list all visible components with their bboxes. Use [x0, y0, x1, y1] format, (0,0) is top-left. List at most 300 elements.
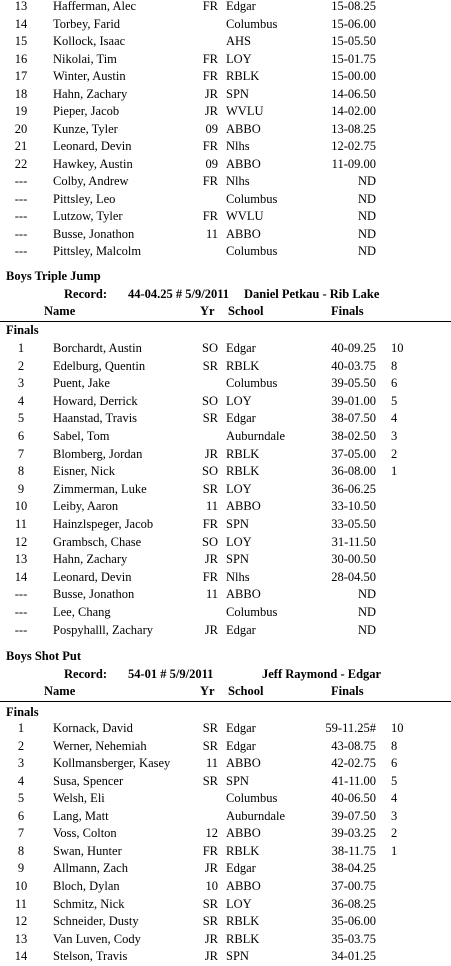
- athlete-school: Columbus: [226, 791, 278, 806]
- athlete-year: JR: [204, 446, 218, 461]
- athlete-year: SO: [202, 464, 218, 479]
- athlete-school: RBLK: [226, 358, 260, 373]
- result-row: [0, 896, 451, 914]
- result-row: [0, 948, 451, 966]
- athlete-school: Edgar: [226, 411, 256, 426]
- result-place: 8: [17, 843, 25, 858]
- athlete-name: Werner, Nehemiah: [53, 738, 147, 753]
- athlete-year: 11: [205, 499, 218, 514]
- result-points: 5: [391, 393, 398, 408]
- athlete-name: Voss, Colton: [53, 826, 117, 841]
- result-mark: 36-08.25: [331, 896, 376, 911]
- athlete-year: FR: [202, 0, 218, 13]
- athlete-name: Hawkey, Austin: [53, 156, 133, 171]
- athlete-name: Haanstad, Travis: [53, 411, 138, 426]
- athlete-name: Welsh, Eli: [53, 791, 105, 806]
- result-place: 12: [14, 534, 28, 549]
- athlete-name: Hafferman, Alec: [53, 0, 137, 13]
- result-place: 4: [17, 393, 25, 408]
- result-mark: ND: [357, 244, 376, 258]
- result-row: [0, 226, 451, 244]
- athlete-school: ABBO: [226, 156, 261, 171]
- athlete-name: Kornack, David: [53, 721, 133, 735]
- result-place: 9: [17, 861, 25, 876]
- result-row: [0, 878, 451, 896]
- athlete-school: ABBO: [226, 878, 261, 893]
- result-place: 13: [14, 931, 28, 946]
- result-points: 10: [391, 721, 404, 735]
- result-mark: 33-10.50: [331, 499, 376, 514]
- result-row: [0, 86, 451, 104]
- athlete-year: SR: [202, 481, 218, 496]
- result-mark: 59-11.25#: [325, 721, 376, 735]
- athlete-name: Lutzow, Tyler: [53, 209, 123, 223]
- athlete-name: Zimmerman, Luke: [53, 481, 147, 496]
- header-school: School: [228, 684, 264, 698]
- column-header-triple-jump: [0, 303, 451, 322]
- result-place: 2: [17, 738, 25, 753]
- result-points: 8: [391, 358, 398, 373]
- athlete-school: ABBO: [226, 587, 261, 602]
- result-place: ---: [14, 226, 28, 241]
- result-place: ---: [14, 191, 28, 206]
- result-mark: 34-01.25: [331, 949, 376, 964]
- athlete-year: SR: [202, 721, 218, 735]
- athlete-year: FR: [202, 139, 218, 153]
- result-row: [0, 33, 451, 51]
- record-line-shot-put: [0, 666, 451, 684]
- result-points: 6: [391, 376, 398, 391]
- athlete-school: Edgar: [226, 861, 256, 876]
- athlete-name: Eisner, Nick: [53, 464, 115, 479]
- athlete-year: SR: [202, 896, 218, 911]
- result-row: [0, 393, 451, 411]
- athlete-school: Columbus: [226, 244, 278, 258]
- result-place: 5: [17, 791, 25, 806]
- result-mark: 15-08.25: [331, 0, 376, 13]
- result-row: [0, 773, 451, 791]
- result-mark: 15-00.00: [331, 69, 376, 83]
- athlete-name: Hainzlspeger, Jacob: [53, 517, 154, 531]
- athlete-name: Stelson, Travis: [53, 949, 128, 964]
- section-label-finals: Finals: [6, 705, 39, 719]
- result-row: [0, 790, 451, 808]
- result-row: [0, 208, 451, 226]
- athlete-year: JR: [204, 552, 218, 567]
- result-place: 1: [17, 721, 25, 735]
- result-mark: 39-03.25: [331, 826, 376, 841]
- athlete-school: RBLK: [226, 446, 260, 461]
- athlete-school: SPN: [226, 86, 249, 101]
- result-mark: 43-08.75: [331, 738, 376, 753]
- athlete-school: WVLU: [226, 209, 264, 223]
- result-points: 4: [391, 791, 398, 806]
- athlete-name: Blomberg, Jordan: [53, 446, 143, 461]
- athlete-school: Nlhs: [226, 174, 250, 188]
- section-label-finals: Finals: [6, 323, 39, 337]
- event-title-triple-jump: Boys Triple Jump: [6, 269, 101, 283]
- result-place: 9: [17, 481, 25, 496]
- result-mark: 14-02.00: [331, 104, 376, 118]
- header-yr: Yr: [200, 684, 215, 698]
- result-place: 17: [14, 69, 28, 83]
- athlete-name: Winter, Austin: [53, 69, 126, 83]
- result-points: 6: [391, 756, 398, 771]
- athlete-school: RBLK: [226, 914, 260, 929]
- result-row: [0, 340, 451, 358]
- result-place: 20: [14, 121, 28, 136]
- record-line-triple-jump: [0, 286, 451, 304]
- result-place: 15: [14, 34, 28, 48]
- athlete-year: JR: [204, 622, 218, 637]
- result-mark: ND: [357, 174, 376, 188]
- record-holder: Daniel Petkau - Rib Lake: [244, 287, 380, 301]
- result-place: 11: [14, 517, 28, 531]
- athlete-name: Swan, Hunter: [53, 843, 122, 858]
- result-place: 11: [14, 896, 28, 911]
- result-mark: 40-09.25: [331, 341, 376, 355]
- athlete-name: Pospyhalll, Zachary: [53, 622, 153, 637]
- athlete-year: SO: [202, 341, 218, 355]
- athlete-year: 10: [205, 878, 218, 893]
- result-row: [0, 825, 451, 843]
- result-row: [0, 138, 451, 156]
- result-row: [0, 375, 451, 393]
- athlete-name: Grambsch, Chase: [53, 534, 142, 549]
- result-mark: 15-06.00: [331, 16, 376, 31]
- result-row: [0, 586, 451, 604]
- result-mark: 14-06.50: [331, 86, 376, 101]
- result-row: [0, 860, 451, 878]
- result-row: [0, 446, 451, 464]
- athlete-year: 11: [205, 756, 218, 771]
- athlete-school: Edgar: [226, 0, 256, 13]
- athlete-year: 11: [205, 226, 218, 241]
- result-place: 13: [14, 552, 28, 567]
- result-place: 8: [17, 464, 25, 479]
- record-label: Record:: [64, 287, 108, 301]
- athlete-year: SR: [202, 411, 218, 426]
- result-row: [0, 358, 451, 376]
- result-mark: 15-01.75: [331, 51, 376, 66]
- result-row: [0, 843, 451, 861]
- record-value: 44-04.25 # 5/9/2011: [128, 287, 230, 301]
- athlete-school: WVLU: [226, 104, 264, 118]
- result-place: 3: [17, 376, 25, 391]
- result-mark: 41-11.00: [331, 773, 376, 788]
- result-row: [0, 551, 451, 569]
- result-mark: 28-04.50: [331, 569, 376, 584]
- athlete-name: Borchardt, Austin: [53, 341, 142, 355]
- header-yr: Yr: [200, 304, 215, 318]
- record-holder: Jeff Raymond - Edgar: [262, 667, 382, 681]
- athlete-year: 09: [205, 121, 218, 136]
- result-place: 14: [14, 569, 28, 584]
- result-place: 19: [14, 104, 28, 118]
- result-mark: 40-06.50: [331, 791, 376, 806]
- result-mark: ND: [357, 587, 376, 602]
- result-mark: ND: [357, 605, 376, 619]
- result-points: 10: [391, 341, 404, 355]
- athlete-name: Busse, Jonathon: [53, 587, 135, 602]
- athlete-name: Colby, Andrew: [53, 174, 129, 188]
- result-row: [0, 103, 451, 121]
- result-place: 6: [17, 808, 25, 823]
- athlete-name: Schmitz, Nick: [53, 896, 125, 911]
- athlete-name: Hahn, Zachary: [53, 86, 128, 101]
- result-mark: 39-07.50: [331, 808, 376, 823]
- result-place: ---: [14, 209, 28, 223]
- athlete-name: Susa, Spencer: [53, 773, 124, 788]
- result-mark: 39-01.00: [331, 393, 376, 408]
- header-finals: Finals: [331, 684, 364, 698]
- athlete-school: ABBO: [226, 756, 261, 771]
- result-points: 3: [391, 429, 398, 443]
- athlete-school: ABBO: [226, 226, 261, 241]
- athlete-school: SPN: [226, 773, 249, 788]
- athlete-name: Torbey, Farid: [53, 16, 121, 31]
- athlete-school: LOY: [226, 481, 252, 496]
- result-row: [0, 428, 451, 446]
- result-place: 7: [17, 826, 25, 841]
- athlete-school: Edgar: [226, 721, 256, 735]
- athlete-school: SPN: [226, 517, 249, 531]
- athlete-name: Pittsley, Leo: [53, 191, 116, 206]
- result-points: 3: [391, 808, 398, 823]
- athlete-year: SR: [202, 738, 218, 753]
- result-row: [0, 755, 451, 773]
- athlete-school: Edgar: [226, 738, 256, 753]
- result-mark: ND: [357, 191, 376, 206]
- header-finals: Finals: [331, 304, 364, 318]
- result-place: 4: [17, 773, 25, 788]
- athlete-school: Columbus: [226, 16, 278, 31]
- result-row: [0, 51, 451, 69]
- athlete-name: Kollock, Isaac: [53, 34, 126, 48]
- result-mark: 36-08.00: [331, 464, 376, 479]
- result-points: 1: [391, 464, 398, 479]
- result-row: [0, 569, 451, 587]
- result-mark: 15-05.50: [331, 34, 376, 48]
- athlete-name: Puent, Jake: [53, 376, 110, 391]
- athlete-name: Sabel, Tom: [53, 429, 110, 443]
- result-row: [0, 534, 451, 552]
- athlete-school: Columbus: [226, 605, 278, 619]
- athlete-name: Busse, Jonathon: [53, 226, 135, 241]
- athlete-year: SR: [202, 358, 218, 373]
- result-points: 8: [391, 738, 398, 753]
- athlete-name: Bloch, Dylan: [53, 878, 120, 893]
- result-row: [0, 16, 451, 34]
- athlete-school: RBLK: [226, 843, 260, 858]
- header-school: School: [228, 304, 264, 318]
- result-row: [0, 604, 451, 622]
- result-place: 14: [14, 949, 28, 964]
- athlete-year: JR: [204, 949, 218, 964]
- result-points: 5: [391, 773, 398, 788]
- result-row: [0, 622, 451, 640]
- result-place: ---: [14, 174, 28, 188]
- athlete-year: 09: [205, 156, 218, 171]
- result-row: [0, 738, 451, 756]
- athlete-year: FR: [202, 209, 218, 223]
- record-label: Record:: [64, 667, 108, 681]
- result-place: 12: [14, 914, 28, 929]
- athlete-school: RBLK: [226, 69, 260, 83]
- athlete-school: SPN: [226, 552, 249, 567]
- result-place: 14: [14, 16, 28, 31]
- athlete-school: Auburndale: [226, 808, 286, 823]
- athlete-name: Kunze, Tyler: [53, 121, 118, 136]
- result-place: 18: [14, 86, 28, 101]
- athlete-name: Kollmansberger, Kasey: [53, 756, 171, 771]
- result-row: [0, 516, 451, 534]
- result-place: ---: [14, 244, 28, 258]
- result-place: ---: [14, 622, 28, 637]
- result-place: 2: [17, 358, 25, 373]
- athlete-school: ABBO: [226, 826, 261, 841]
- athlete-year: SO: [202, 393, 218, 408]
- athlete-school: Columbus: [226, 376, 278, 391]
- athlete-year: JR: [204, 86, 218, 101]
- result-mark: 38-11.75: [331, 843, 376, 858]
- athlete-name: Leonard, Devin: [53, 139, 132, 153]
- header-name: Name: [44, 304, 76, 318]
- athlete-school: Edgar: [226, 341, 256, 355]
- athlete-school: LOY: [226, 534, 252, 549]
- athlete-name: Pieper, Jacob: [53, 104, 120, 118]
- result-mark: 13-08.25: [331, 121, 376, 136]
- result-place: 3: [17, 756, 25, 771]
- athlete-year: 11: [205, 587, 218, 602]
- result-place: 21: [14, 139, 28, 153]
- athlete-name: Pittsley, Malcolm: [53, 244, 142, 258]
- result-place: ---: [14, 605, 28, 619]
- athlete-year: JR: [204, 931, 218, 946]
- result-points: 1: [391, 843, 398, 858]
- result-place: 22: [14, 156, 28, 171]
- result-row: [0, 931, 451, 949]
- result-mark: 38-02.50: [331, 429, 376, 443]
- result-points: 4: [391, 411, 398, 426]
- result-row: [0, 913, 451, 931]
- athlete-school: RBLK: [226, 931, 260, 946]
- result-mark: 38-04.25: [331, 861, 376, 876]
- result-mark: ND: [357, 622, 376, 637]
- record-value: 54-01 # 5/9/2011: [128, 667, 214, 681]
- result-row: [0, 156, 451, 174]
- header-name: Name: [44, 684, 76, 698]
- result-mark: 12-02.75: [331, 139, 376, 153]
- athlete-school: ABBO: [226, 121, 261, 136]
- athlete-school: AHS: [226, 34, 252, 48]
- athlete-school: ABBO: [226, 499, 261, 514]
- result-place: 10: [14, 878, 28, 893]
- athlete-year: JR: [204, 861, 218, 876]
- athlete-year: SR: [202, 914, 218, 929]
- athlete-year: FR: [202, 843, 218, 858]
- athlete-school: Auburndale: [226, 429, 286, 443]
- result-row: [0, 410, 451, 428]
- athlete-school: Nlhs: [226, 569, 250, 584]
- athlete-school: LOY: [226, 393, 252, 408]
- result-place: 7: [17, 446, 25, 461]
- result-points: 2: [391, 826, 398, 841]
- result-mark: 33-05.50: [331, 517, 376, 531]
- athlete-year: SR: [202, 773, 218, 788]
- athlete-name: Schneider, Dusty: [53, 914, 139, 929]
- result-row: [0, 808, 451, 826]
- result-row: [0, 191, 451, 209]
- result-place: 16: [14, 51, 28, 66]
- result-place: 6: [17, 429, 25, 443]
- result-row: [0, 498, 451, 516]
- athlete-school: LOY: [226, 896, 252, 911]
- result-mark: 42-02.75: [331, 756, 376, 771]
- event-title-shot-put: Boys Shot Put: [6, 649, 82, 663]
- result-mark: ND: [357, 226, 376, 241]
- athlete-name: Allmann, Zach: [53, 861, 128, 876]
- result-mark: ND: [357, 209, 376, 223]
- athlete-school: LOY: [226, 51, 252, 66]
- result-row: [0, 121, 451, 139]
- athlete-year: FR: [202, 517, 218, 531]
- result-row: [0, 0, 451, 16]
- athlete-name: Howard, Derrick: [53, 393, 138, 408]
- result-mark: 11-09.00: [331, 156, 376, 171]
- result-place: 5: [17, 411, 25, 426]
- result-place: 1: [17, 341, 25, 355]
- result-points: 2: [391, 446, 398, 461]
- athlete-name: Lang, Matt: [53, 808, 109, 823]
- result-mark: 38-07.50: [331, 411, 376, 426]
- athlete-name: Leiby, Aaron: [53, 499, 119, 514]
- result-place: 13: [14, 0, 28, 13]
- athlete-year: FR: [202, 569, 218, 584]
- athlete-year: FR: [202, 51, 218, 66]
- athlete-school: Columbus: [226, 191, 278, 206]
- result-mark: 39-05.50: [331, 376, 376, 391]
- result-place: 10: [14, 499, 28, 514]
- result-place: ---: [14, 587, 28, 602]
- athlete-name: Edelburg, Quentin: [53, 358, 146, 373]
- result-mark: 36-06.25: [331, 481, 376, 496]
- athlete-name: Hahn, Zachary: [53, 552, 128, 567]
- athlete-year: FR: [202, 174, 218, 188]
- result-mark: 30-00.50: [331, 552, 376, 567]
- result-mark: 37-00.75: [331, 878, 376, 893]
- athlete-school: Edgar: [226, 622, 256, 637]
- result-mark: 37-05.00: [331, 446, 376, 461]
- athlete-year: SO: [202, 534, 218, 549]
- athlete-year: FR: [202, 69, 218, 83]
- result-row: [0, 481, 451, 499]
- athlete-name: Leonard, Devin: [53, 569, 132, 584]
- athlete-school: RBLK: [226, 464, 260, 479]
- result-mark: 35-03.75: [331, 931, 376, 946]
- athlete-school: SPN: [226, 949, 249, 964]
- result-mark: 35-06.00: [331, 914, 376, 929]
- athlete-year: JR: [204, 104, 218, 118]
- result-row: [0, 720, 451, 738]
- result-mark: 31-11.50: [331, 534, 376, 549]
- athlete-year: 12: [205, 826, 218, 841]
- athlete-name: Lee, Chang: [53, 605, 111, 619]
- result-row: [0, 173, 451, 191]
- result-mark: 40-03.75: [331, 358, 376, 373]
- result-row: [0, 68, 451, 86]
- column-header-shot-put: [0, 683, 451, 702]
